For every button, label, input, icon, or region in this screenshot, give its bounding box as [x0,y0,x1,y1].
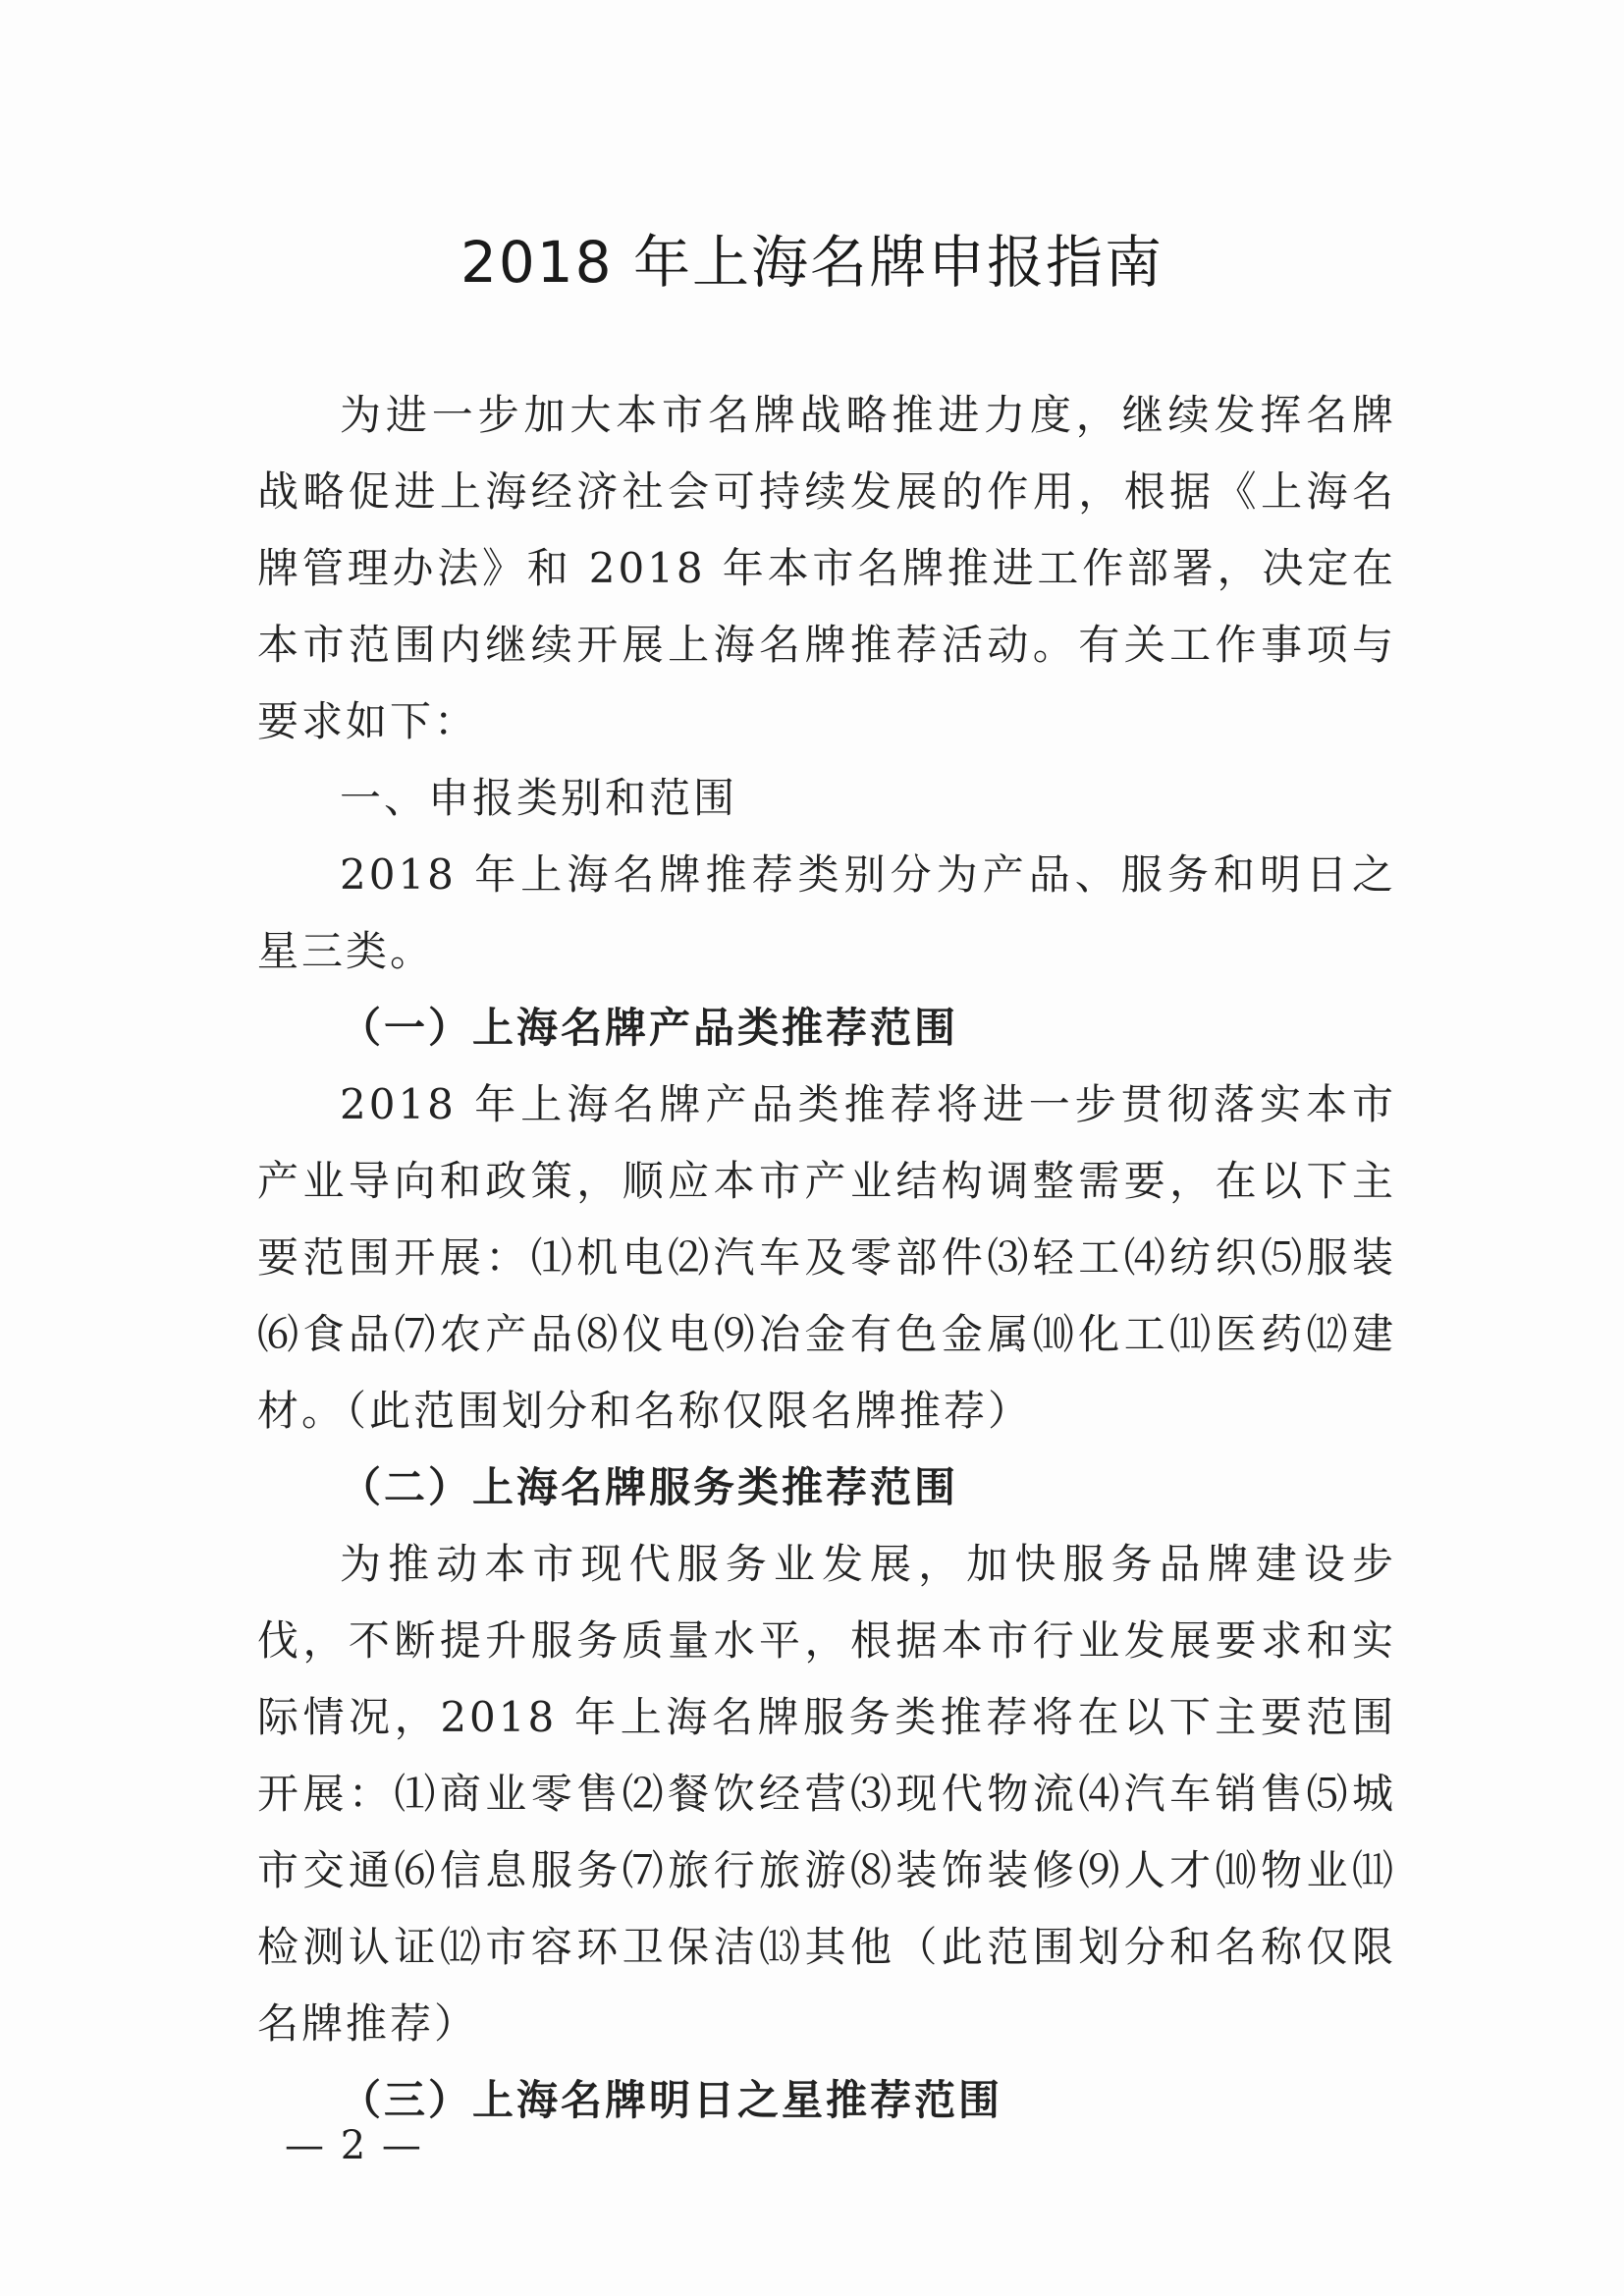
subsection-heading-1: （一）上海名牌产品类推荐范围 [340,1004,959,1052]
subsection-heading-2: （二）上海名牌服务类推荐范围 [340,1463,959,1511]
section-1-paragraph: 2018 年上海名牌推荐类别分为产品、服务和明日之星三类。 [257,850,1396,975]
document-body [257,377,1396,2139]
intro-paragraph: 为进一步加大本市名牌战略推进力度，继续发挥名牌战略促进上海经济社会可持续发展的作用，根据《上海名牌管理办法》和 2018 年本市名牌推进工作部署，决定在本市范围内继续开展上海名牌推荐活动。有关工作事项与要求如下： [257,391,1396,745]
section-heading-1: 一、申报类别和范围 [340,774,738,822]
subsection-1-paragraph: 2018 年上海名牌产品类推荐将进一步贯彻落实本市产业导向和政策，顺应本市产业结构调整需要，在以下主要范围开展：⑴机电⑵汽车及零部件⑶轻工⑷纺织⑸服装⑹食品⑺农产品⑻仪电⑼冶金有色金属⑽化工⑾医药⑿建材。（此范围划分和名称仅限名牌推荐） [257,1080,1396,1435]
document-title: 2018 年上海名牌申报指南 [460,229,1164,296]
subsection-heading-3: （三）上海名牌明日之星推荐范围 [340,2076,1003,2124]
subsection-2-paragraph: 为推动本市现代服务业发展，加快服务品牌建设步伐，不断提升服务质量水平，根据本市行业发展要求和实际情况，2018 年上海名牌服务类推荐将在以下主要范围开展：⑴商业零售⑵餐饮经营⑶现代物流⑷汽车销售⑸城市交通⑹信息服务⑺旅行旅游⑻装饰装修⑼人才⑽物业⑾检测认证⑿市容环卫保洁⒀其他（此范围划分和名称仅限名牌推荐） [257,1540,1396,2048]
page-number: — 2 — [285,2123,423,2168]
